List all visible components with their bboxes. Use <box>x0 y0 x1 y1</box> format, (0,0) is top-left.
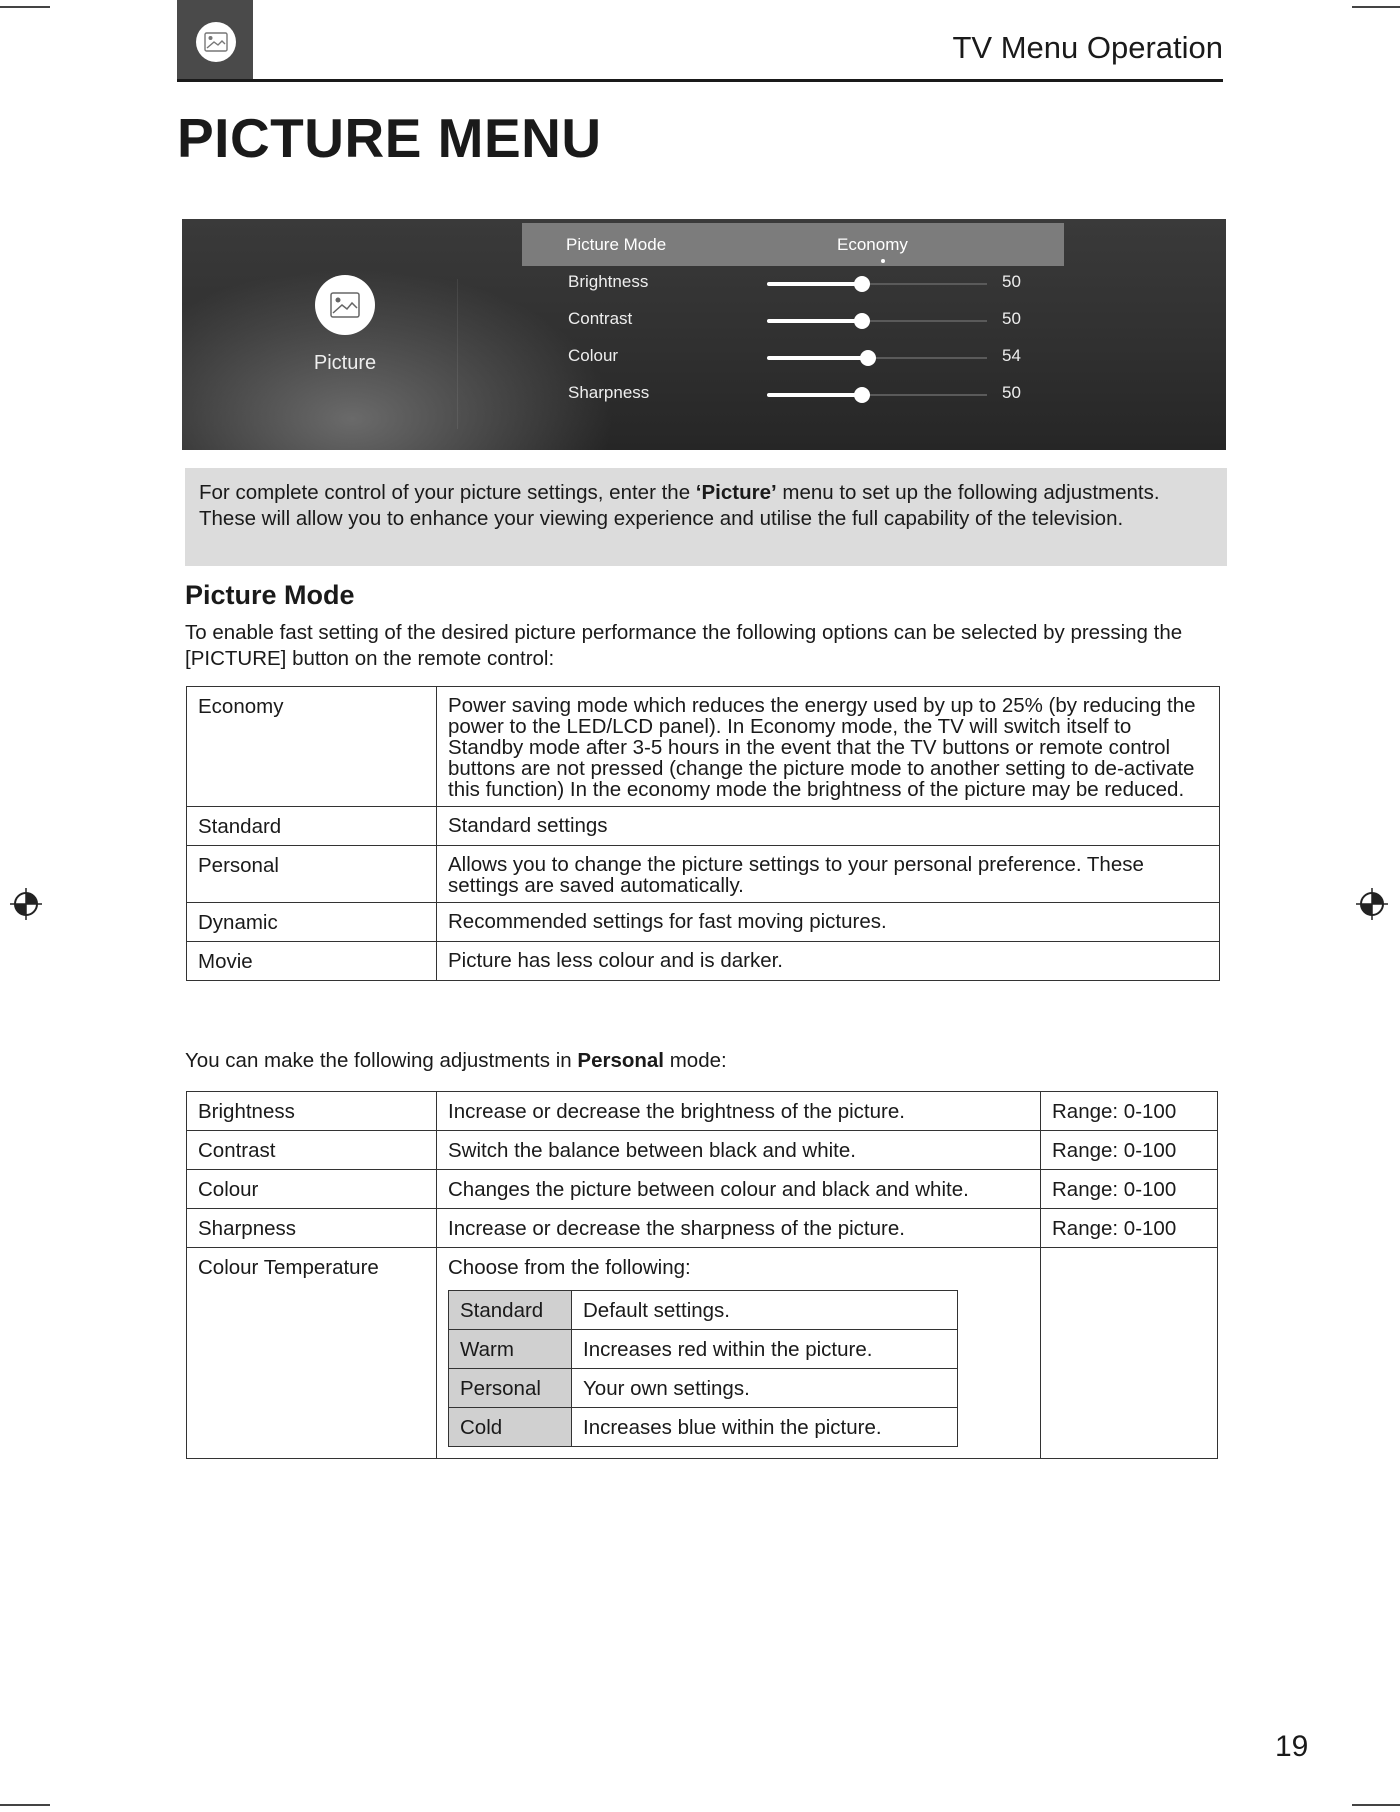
tv-picture-icon-badge[interactable] <box>315 275 375 335</box>
tv-slider-value: 50 <box>1002 309 1021 328</box>
tv-slider-label: Brightness <box>568 272 649 291</box>
adjustment-range: Range: 0-100 <box>1041 1131 1218 1170</box>
adjustment-name: Contrast <box>187 1131 437 1170</box>
tv-mode-indicator-dot <box>881 259 885 263</box>
mode-name: Standard <box>187 807 437 846</box>
tv-slider-label: Contrast <box>568 309 633 328</box>
table-row <box>187 1248 1218 1459</box>
colour-temperature-range-cell <box>1041 1248 1218 1459</box>
adjustment-name: Sharpness <box>187 1209 437 1248</box>
colour-temperature-intro: Choose from the following: <box>448 1256 691 1279</box>
adjustment-name: Colour <box>187 1170 437 1209</box>
adjustment-description: Switch the balance between black and white. <box>437 1131 1041 1170</box>
intro-box <box>185 468 1227 566</box>
temperature-name: Personal <box>449 1369 572 1408</box>
table-row <box>187 1170 1218 1209</box>
picture-icon <box>315 275 375 335</box>
colour-temperature-cell <box>437 1248 1041 1459</box>
table-row <box>187 687 1220 807</box>
tv-slider-row-brightness[interactable] <box>522 268 1062 298</box>
adjustment-description: Changes the picture between colour and black and white. <box>437 1170 1041 1209</box>
tv-slider-knob[interactable] <box>854 313 870 329</box>
mode-name: Movie <box>187 942 437 981</box>
crop-mark-bottom-right <box>1352 1804 1400 1806</box>
section-text-picture-mode: To enable fast setting of the desired picture performance the following options can be selected by pressing the [PICTURE] button on the remote control: <box>185 621 1183 670</box>
page-title: PICTURE MENU <box>177 107 602 169</box>
tv-slider-knob[interactable] <box>860 350 876 366</box>
header-rule <box>177 79 1223 82</box>
tv-slider-label: Sharpness <box>568 383 650 402</box>
header-icon-badge <box>196 22 236 62</box>
tv-slider-value: 54 <box>1002 346 1021 365</box>
temperature-name: Warm <box>449 1330 572 1369</box>
crop-mark-top-left <box>0 6 50 8</box>
header-section-title: TV Menu Operation <box>952 30 1223 65</box>
tv-slider-fill <box>767 393 862 397</box>
table-row <box>187 807 1220 846</box>
section-heading-picture-mode: Picture Mode <box>185 580 355 610</box>
table-row <box>187 1209 1218 1248</box>
tv-slider-row-contrast[interactable] <box>522 305 1062 335</box>
table-row <box>449 1330 958 1369</box>
tv-slider-track[interactable] <box>767 283 987 285</box>
tv-menu-label: Picture <box>313 352 377 374</box>
header-tab <box>177 0 253 80</box>
crop-mark-bottom-left <box>0 1804 50 1806</box>
tv-slider-value: 50 <box>1002 383 1021 402</box>
tv-slider-fill <box>767 319 862 323</box>
tv-slider-track[interactable] <box>767 394 987 396</box>
mode-name: Dynamic <box>187 903 437 942</box>
adjustment-description: Increase or decrease the brightness of the picture. <box>437 1092 1041 1131</box>
tv-slider-fill <box>767 282 862 286</box>
mode-description: Picture has less colour and is darker. <box>437 942 1220 981</box>
intro-text-start: For complete control of your picture settings, enter the <box>199 481 696 504</box>
mode-name: Personal <box>187 846 437 903</box>
adjustments-table <box>186 1091 1218 1459</box>
adjustment-description: Increase or decrease the sharpness of the picture. <box>437 1209 1041 1248</box>
registration-mark-right-icon <box>1354 886 1390 922</box>
adjustment-range: Range: 0-100 <box>1041 1170 1218 1209</box>
table-row <box>449 1291 958 1330</box>
picture-icon <box>196 22 236 62</box>
adjustment-range: Range: 0-100 <box>1041 1092 1218 1131</box>
registration-mark-left-icon <box>8 886 44 922</box>
temperature-description: Your own settings. <box>572 1369 958 1408</box>
intro-text <box>199 480 1213 532</box>
temperature-name: Cold <box>449 1408 572 1447</box>
table-row <box>187 1131 1218 1170</box>
adjustments-intro <box>185 1049 727 1073</box>
picture-modes-table <box>186 686 1220 981</box>
adjustments-intro-bold: Personal <box>577 1049 665 1072</box>
tv-slider-label: Colour <box>568 346 619 365</box>
tv-menu-screenshot <box>182 219 1226 450</box>
temperature-description: Default settings. <box>572 1291 958 1330</box>
tv-slider-value: 50 <box>1002 272 1021 291</box>
adjustments-intro-start: You can make the following adjustments in <box>185 1049 578 1072</box>
colour-temperature-table <box>448 1290 958 1447</box>
crop-mark-top-right <box>1352 6 1400 8</box>
tv-slider-track[interactable] <box>767 357 987 359</box>
temperature-name: Standard <box>449 1291 572 1330</box>
tv-menu-divider <box>457 279 458 429</box>
intro-text-end: menu to set up the following adjustments. These will allow you to enhance your viewing experience and utilise the full capability of the television. <box>199 481 1160 530</box>
intro-text-bold: ‘Picture’ <box>695 481 777 504</box>
tv-picture-mode-value: Economy <box>837 235 908 254</box>
tv-slider-knob[interactable] <box>854 276 870 292</box>
adjustment-name: Brightness <box>187 1092 437 1131</box>
tv-slider-knob[interactable] <box>854 387 870 403</box>
tv-picture-mode-row[interactable] <box>522 223 1064 266</box>
temperature-description: Increases blue within the picture. <box>572 1408 958 1447</box>
mode-description: Standard settings <box>437 807 1220 846</box>
mode-description: Recommended settings for fast moving pictures. <box>437 903 1220 942</box>
table-row <box>187 846 1220 903</box>
table-row <box>449 1408 958 1447</box>
mode-name: Economy <box>187 687 437 807</box>
tv-picture-mode-label: Picture Mode <box>566 235 667 254</box>
tv-slider-track[interactable] <box>767 320 987 322</box>
temperature-description: Increases red within the picture. <box>572 1330 958 1369</box>
table-row <box>187 903 1220 942</box>
adjustment-name: Colour Temperature <box>187 1248 437 1459</box>
tv-slider-fill <box>767 356 868 360</box>
page-number: 19 <box>1275 1730 1309 1763</box>
mode-description: Power saving mode which reduces the energy used by up to 25% (by reducing the power to the LED/LCD panel). In Economy mode, the TV will switch itself to Standby mode after 3-5 hours in the event that the TV buttons or remote control buttons are not pressed (change the picture mode to another setting to de-activate this function) In the economy mode the brightness of the picture may be reduced. <box>437 687 1220 807</box>
table-row <box>187 1092 1218 1131</box>
adjustment-range: Range: 0-100 <box>1041 1209 1218 1248</box>
adjustments-intro-end: mode: <box>664 1049 727 1072</box>
table-row <box>187 942 1220 981</box>
mode-description: Allows you to change the picture settings to your personal preference. These settings are saved automatically. <box>437 846 1220 903</box>
table-row <box>449 1369 958 1408</box>
tv-slider-row-colour[interactable] <box>522 342 1062 372</box>
tv-slider-row-sharpness[interactable] <box>522 379 1062 409</box>
